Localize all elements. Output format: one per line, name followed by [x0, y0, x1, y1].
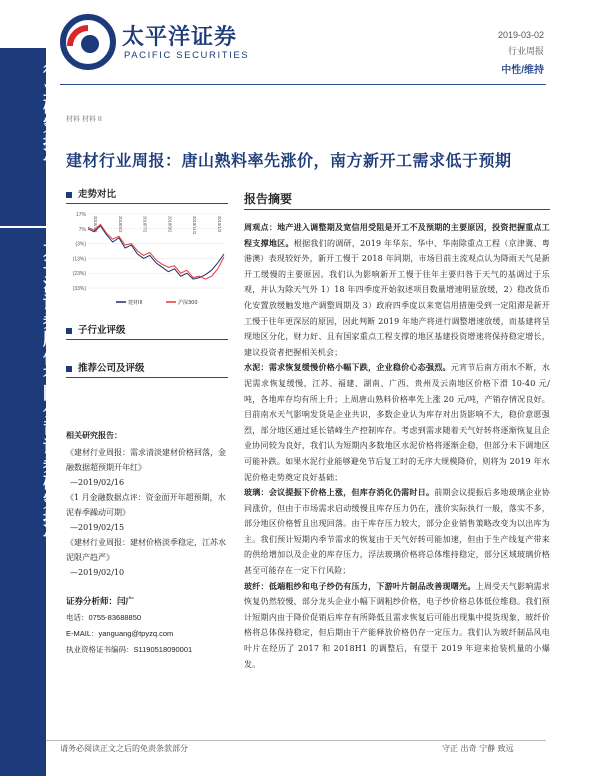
section-trend-label: 走势对比 — [78, 189, 117, 200]
report-date: 2019-03-02 — [497, 30, 544, 40]
footer-disclaimer: 请务必阅读正文之后的免责条款部分 — [60, 744, 188, 753]
related-item-date: —2019/02/15 — [70, 523, 125, 532]
sidebar — [0, 48, 59, 776]
summary-lead: 玻璃：会议提振下价格上涨，但库存消化仍需时日。 — [244, 487, 435, 498]
y-tick-label: (33%) — [72, 286, 86, 292]
header-meta — [498, 30, 544, 76]
y-tick-label: (23%) — [72, 271, 86, 278]
summary-lead: 水泥：需求恢复缓慢价格小幅下跌，企业稳价心态强烈。 — [244, 362, 451, 373]
report-type: 行业周报 — [507, 46, 544, 56]
square-bullet-icon — [66, 328, 72, 334]
square-bullet-icon — [66, 366, 72, 372]
page-title: 建材行业周报：唐山熟料率先涨价，南方新开工需求低于预期 — [66, 151, 512, 170]
y-tick-label: (3%) — [75, 241, 86, 248]
summary-text: 元宵节后南方雨水不断，水泥需求恢复缓慢，江苏、福建、湖南、广西、贵州及云南地区价格下滑 10-40 元/吨，各地库存均有所上升；上周唐山熟料价格率先上涨 20 元/吨，产销存情况良好。目前南水天气影响发货是企业共识，多数企业认为库存对出货影响不大，稳价意愿强烈，部分地区通过延长错峰生产控制库存。考虑到需求随着天气好转将逐渐恢复且企业协同较为良好，我们认为短期内多数地区水泥价格将逐渐企稳，但部分未下调地区可能补跌。如果水泥行业能够避免节后复工时的无序大规模降价，则将为 2019 年水泥价格走势奠定良好基础； — [244, 363, 551, 482]
summary-paragraph — [244, 485, 550, 579]
legend-label: 沪深300 — [178, 300, 198, 306]
section-sub-rating — [66, 322, 228, 340]
logo-cn-text: 太平洋证券 — [122, 25, 238, 50]
series-line — [88, 224, 224, 279]
analyst-phone: 电话：0755-83688850 — [66, 613, 142, 622]
sidebar-top-text: 行业研究报告 — [39, 62, 59, 170]
analyst-license: 执业资格证书编码：S1190518090001 — [66, 645, 193, 654]
summary-paragraph — [244, 220, 550, 360]
x-tick-label: 2019/1/2 — [217, 216, 222, 233]
analyst-info — [66, 594, 236, 658]
summary-lead: 玻纤：低端粗纱和电子纱仍有压力，下游叶片制品改善现曙光。 — [244, 580, 476, 591]
trend-chart — [66, 210, 228, 310]
related-item-1[interactable] — [66, 445, 230, 475]
y-tick-label: (13%) — [72, 256, 86, 263]
footer-motto: 守正 出奇 宁静 致远 — [442, 744, 514, 753]
analyst-name: 证券分析师：闫广 — [66, 597, 135, 607]
section-stocks — [66, 360, 228, 378]
x-tick-label: 2018/7/2 — [142, 216, 148, 233]
company-logo — [60, 14, 260, 68]
summary-text: 根据我们的调研，2019 年华东、华中、华南除重点工程（京津冀、粤港澳）表现较好外，新开工慢于 2018 年同期，市场目前主流观点认为降雨天气是新开工缓慢的主要原因。我们认为影响新开工慢于往年主要归咎于天气的基调过于乐观，并认为除天气外 1）18 年四季度开始叙述项目数量增速明显放缓，2）稳改货币化安置放缓触发地产调整周期及 3）政府四季度以来宽信用措施受到一定阻滞是新开工慢于往年更深层的原因，因此判断 2019 年地产将进行调整增速放缓，而基建将呈现地区分化，财力好、且有国家重点工程支撑的地区基建投资增速将保持稳定增长，建议投资者把握相关机会； — [244, 238, 550, 357]
section-trend — [66, 186, 228, 204]
breadcrumb: 材料 材料 II — [66, 116, 102, 123]
logo-en-text: PACIFIC SECURITIES — [124, 50, 250, 61]
summary-paragraph — [244, 360, 550, 485]
summary-lead: 周观点：地产进入调整期及宽信用受阻是开工不及预期的主要原因，投资把握重点工程支撑地区。 — [244, 222, 550, 248]
sidebar-block-top — [0, 48, 59, 226]
summary-text: 上周受天气影响需求恢复仍然较慢，部分龙头企业小幅下调粗纱价格，电子纱价格总体低位维稳。我们预计短期内由于降价促销后库存有所降低且需求恢复后可能出现集中提货现象，玻纤价格将总体保持稳定，但后期由于产能释放价格仍存一定压力。我们认为玻纤制品风电叶片在经历了 2017 和 2018H1 的调整后，有望于 2019 年迎来抢装机量的小爆发。 — [244, 581, 550, 669]
square-bullet-icon — [66, 192, 72, 198]
related-reports — [66, 428, 230, 580]
section-stocks-label: 推荐公司及评级 — [78, 363, 145, 374]
related-item-text: 《建材行业周报：建材价格淡季稳定，江苏水泥限产趋严》 — [66, 538, 226, 562]
y-tick-label: 17% — [75, 212, 86, 218]
industry-rating: 中性/维持 — [501, 65, 544, 76]
x-tick-label: 2018/11/2 — [192, 216, 198, 235]
legend-label: 建材III — [128, 300, 143, 306]
series-line — [88, 226, 224, 279]
x-tick-label: 2018/9/2 — [167, 216, 173, 233]
logo-mark-icon — [60, 14, 116, 70]
section-sub-rating-label: 子行业评级 — [78, 325, 126, 336]
summary-paragraph — [244, 579, 550, 673]
summary-body — [244, 220, 550, 672]
y-tick-label: 7% — [78, 226, 86, 233]
x-tick-label: 2018/5/2 — [117, 216, 123, 233]
related-head: 相关研究报告： — [66, 430, 122, 440]
summary-text: 前期会议提振后多地玻璃企业协同涨价，但由于市场需求启动缓慢且库存压力仍在，涨价实际执行一般，落实不多，部分地区价格暂且出现回落。由于库存压力较大，部分企业销售策略改变为以出库为主。我们预计短期内季节需求的恢复由于天气好转可能加速，但由于生产线复产带来的供给增加以及企业的库存压力，浮法玻璃价格将总体维持稳定，部分区域玻璃价格甚至可能存在一定下行风险； — [244, 488, 550, 576]
related-item-3[interactable] — [66, 535, 230, 565]
sidebar-block-bottom — [0, 228, 59, 776]
related-item-text: 《1 月金融数据点评：资金面开年超预期，水泥春季躁动可期》 — [66, 493, 226, 517]
sidebar-bottom-text: 太平洋证券股份有限公司证券研究报告 — [39, 240, 59, 546]
related-item-date: —2019/02/10 — [70, 568, 125, 577]
summary-title: 报告摘要 — [244, 190, 550, 210]
footer-divider — [46, 740, 546, 741]
header-divider — [60, 84, 546, 85]
x-tick-label: 2018/3/2 — [93, 216, 98, 233]
analyst-email[interactable]: E-MAIL：yanguang@tpyzq.com — [66, 629, 174, 638]
related-item-date: —2019/02/16 — [70, 478, 125, 487]
related-item-2[interactable] — [66, 490, 230, 520]
related-item-text: 《建材行业周报：需求清淡建材价格回落，金融数据超预期开年红》 — [66, 448, 226, 472]
